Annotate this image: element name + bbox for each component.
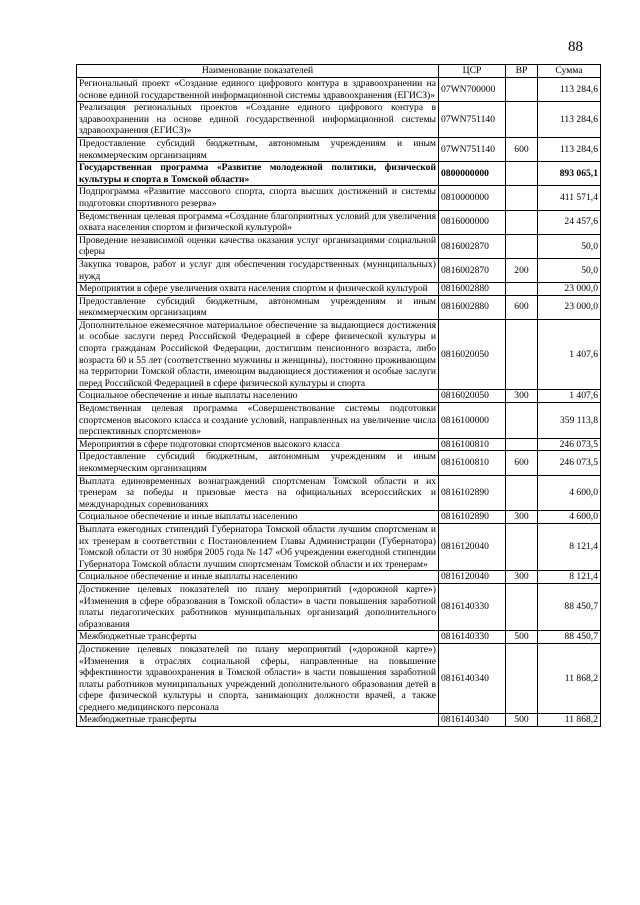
cell-name: Региональный проект «Создание единого цифрового контура в здравоохранении на основе единой государственной информационной системы здравоохранения (ЕГИСЗ)»: [77, 78, 439, 102]
cell-code: 0816120040: [439, 523, 506, 570]
cell-vr: [506, 283, 538, 296]
cell-vr: 200: [506, 258, 538, 282]
cell-vr: 300: [506, 571, 538, 584]
table-row: [77, 438, 601, 451]
cell-sum: 88 450,7: [538, 631, 601, 644]
cell-name: Ведомственная целевая программа «Совершенствование системы подготовки спортсменов высокого класса и создание условий, направленных на увеличение числа перспективных спортсменов»: [77, 403, 439, 439]
cell-vr: [506, 643, 538, 714]
cell-code: 0816002870: [439, 258, 506, 282]
cell-name: Закупка товаров, работ и услуг для обеспечения государственных (муниципальных) нужд: [77, 258, 439, 282]
cell-sum: 113 284,6: [538, 102, 601, 138]
cell-name: Подпрограмма «Развитие массового спорта, спорта высших достижений и системы подготовки спортивного резерва»: [77, 186, 439, 210]
cell-name: Социальное обеспечение и иные выплаты населению: [77, 571, 439, 584]
cell-vr: [506, 234, 538, 258]
cell-sum: 11 868,2: [538, 643, 601, 714]
cell-name: Выплата единовременных вознаграждений спортсменам Томской области и их тренерам за победы и призовые места на официальных всероссийских и международных соревнованиях: [77, 475, 439, 511]
cell-sum: 1 407,6: [538, 390, 601, 403]
cell-name: Достижение целевых показателей по плану мероприятий («дорожной карте») «Изменения в сфере образования в Томской области» в части повышения заработной платы педагогических работников муниципальных организаций дополнительного образования: [77, 583, 439, 630]
cell-code: 0816002870: [439, 234, 506, 258]
table-row: [77, 258, 601, 282]
cell-name: Мероприятия в сфере подготовки спортсменов высокого класса: [77, 438, 439, 451]
cell-sum: 50,0: [538, 234, 601, 258]
cell-sum: 23 000,0: [538, 295, 601, 319]
cell-name: Предоставление субсидий бюджетным, автономным учреждениям и иным некоммерческим организациям: [77, 137, 439, 161]
cell-sum: 88 450,7: [538, 583, 601, 630]
cell-sum: 8 121,4: [538, 523, 601, 570]
table-row: [77, 102, 601, 138]
cell-sum: 50,0: [538, 258, 601, 282]
table-row: [77, 631, 601, 644]
cell-name: Предоставление субсидий бюджетным, автономным учреждениям и иным некоммерческим организациям: [77, 295, 439, 319]
cell-code: 07WN751140: [439, 102, 506, 138]
cell-vr: 600: [506, 295, 538, 319]
table-row: [77, 78, 601, 102]
budget-table: [76, 64, 601, 727]
cell-vr: [506, 475, 538, 511]
cell-sum: 1 407,6: [538, 319, 601, 390]
cell-sum: 113 284,6: [538, 137, 601, 161]
table-row: [77, 643, 601, 714]
cell-code: 0816102890: [439, 511, 506, 524]
cell-vr: [506, 319, 538, 390]
cell-vr: [506, 523, 538, 570]
cell-vr: [506, 438, 538, 451]
cell-code: 0816120040: [439, 571, 506, 584]
cell-sum: 359 113,8: [538, 403, 601, 439]
table-body: [77, 78, 601, 727]
cell-code: 0816100000: [439, 403, 506, 439]
cell-code: 0816002880: [439, 283, 506, 296]
table-row: [77, 283, 601, 296]
cell-name: Дополнительное ежемесячное материальное обеспечение за выдающиеся достижения и особые заслуги перед Российской Федерацией в сфере физической культуры и спорта гражданам Российской Федерации, достигшим пенсионного возраста, либо возраста 60 и 55 лет (соответственно мужчины и женщины), постоянно проживающим на территории Томской области, имеющим выдающиеся достижения и особые заслуги перед Российской Федерацией в сфере физической культуры и спорта: [77, 319, 439, 390]
table-row: [77, 511, 601, 524]
cell-code: 0816002880: [439, 295, 506, 319]
cell-code: 07WN700000: [439, 78, 506, 102]
cell-vr: 500: [506, 631, 538, 644]
cell-name: Социальное обеспечение и иные выплаты населению: [77, 390, 439, 403]
cell-code: 0816020050: [439, 319, 506, 390]
table-row: [77, 523, 601, 570]
cell-sum: 893 065,1: [538, 162, 601, 186]
cell-vr: 600: [506, 451, 538, 475]
cell-code: 0816140340: [439, 643, 506, 714]
cell-name: Мероприятия в сфере увеличения охвата населения спортом и физической культурой: [77, 283, 439, 296]
table-row: [77, 403, 601, 439]
cell-code: 0816100810: [439, 438, 506, 451]
cell-vr: 500: [506, 714, 538, 727]
cell-code: 0816140330: [439, 631, 506, 644]
cell-vr: [506, 210, 538, 234]
cell-name: Государственная программа «Развитие молодежной политики, физической культуры и спорта в Томской области»: [77, 162, 439, 186]
cell-vr: [506, 403, 538, 439]
cell-name: Проведение независимой оценки качества оказания услуг организациями социальной сферы: [77, 234, 439, 258]
cell-code: 0816102890: [439, 475, 506, 511]
table-row: [77, 714, 601, 727]
column-header-name: Наименование показателей: [77, 65, 439, 78]
table-row: [77, 475, 601, 511]
cell-sum: 4 600,0: [538, 475, 601, 511]
table-row: [77, 234, 601, 258]
table-row: [77, 451, 601, 475]
cell-code: 0810000000: [439, 186, 506, 210]
cell-code: 0816140340: [439, 714, 506, 727]
cell-sum: 23 000,0: [538, 283, 601, 296]
cell-code: 0816140330: [439, 583, 506, 630]
cell-name: Выплата ежегодных стипендий Губернатора Томской области лучшим спортсменам и их тренерам в соответствии с Постановлением Главы Администрации (Губернатора) Томской области от 30 ноября 2005 года № 147 «Об учреждении ежегодной стипендии Губернатора Томской области лучшим спортсменам Томской области и их тренерам»: [77, 523, 439, 570]
cell-name: Ведомственная целевая программа «Создание благоприятных условий для увеличения охвата населения спортом и физической культурой»: [77, 210, 439, 234]
cell-vr: [506, 102, 538, 138]
table-row: [77, 319, 601, 390]
column-header-vr: ВР: [506, 65, 538, 78]
cell-name: Достижение целевых показателей по плану мероприятий («дорожной карте») «Изменения в отраслях социальной сферы, направленные на повышение эффективности здравоохранения в Томской области» в части повышения заработной платы работников муниципальных учреждений дополнительного образования детей в сфере физической культуры и спорта, занимающих должности врачей, а также среднего медицинского персонала: [77, 643, 439, 714]
table-row: [77, 137, 601, 161]
page-number: 88: [568, 39, 583, 55]
cell-sum: 113 284,6: [538, 78, 601, 102]
cell-sum: 11 868,2: [538, 714, 601, 727]
table-row: [77, 162, 601, 186]
table-row: [77, 186, 601, 210]
cell-name: Реализация региональных проектов «Создание единого цифрового контура в здравоохранении на основе единой государственной информационной системы здравоохранения (ЕГИСЗ)»: [77, 102, 439, 138]
cell-name: Социальное обеспечение и иные выплаты населению: [77, 511, 439, 524]
cell-vr: [506, 162, 538, 186]
table-row: [77, 295, 601, 319]
column-header-sum: Сумма: [538, 65, 601, 78]
table-row: [77, 583, 601, 630]
cell-code: 0816100810: [439, 451, 506, 475]
cell-sum: 411 571,4: [538, 186, 601, 210]
column-header-code: ЦСР: [439, 65, 506, 78]
table-header-row: [77, 65, 601, 78]
cell-vr: 300: [506, 511, 538, 524]
cell-code: 07WN751140: [439, 137, 506, 161]
cell-name: Межбюджетные трансферты: [77, 714, 439, 727]
cell-code: 0816000000: [439, 210, 506, 234]
cell-name: Предоставление субсидий бюджетным, автономным учреждениям и иным некоммерческим организациям: [77, 451, 439, 475]
cell-name: Межбюджетные трансферты: [77, 631, 439, 644]
cell-sum: 8 121,4: [538, 571, 601, 584]
cell-vr: 600: [506, 137, 538, 161]
cell-vr: [506, 78, 538, 102]
cell-sum: 246 073,5: [538, 438, 601, 451]
cell-vr: [506, 583, 538, 630]
cell-sum: 246 073,5: [538, 451, 601, 475]
table-row: [77, 571, 601, 584]
table-row: [77, 390, 601, 403]
cell-sum: 24 457,6: [538, 210, 601, 234]
cell-code: 0816020050: [439, 390, 506, 403]
cell-code: 0800000000: [439, 162, 506, 186]
cell-vr: [506, 186, 538, 210]
cell-sum: 4 600,0: [538, 511, 601, 524]
cell-vr: 300: [506, 390, 538, 403]
table-row: [77, 210, 601, 234]
